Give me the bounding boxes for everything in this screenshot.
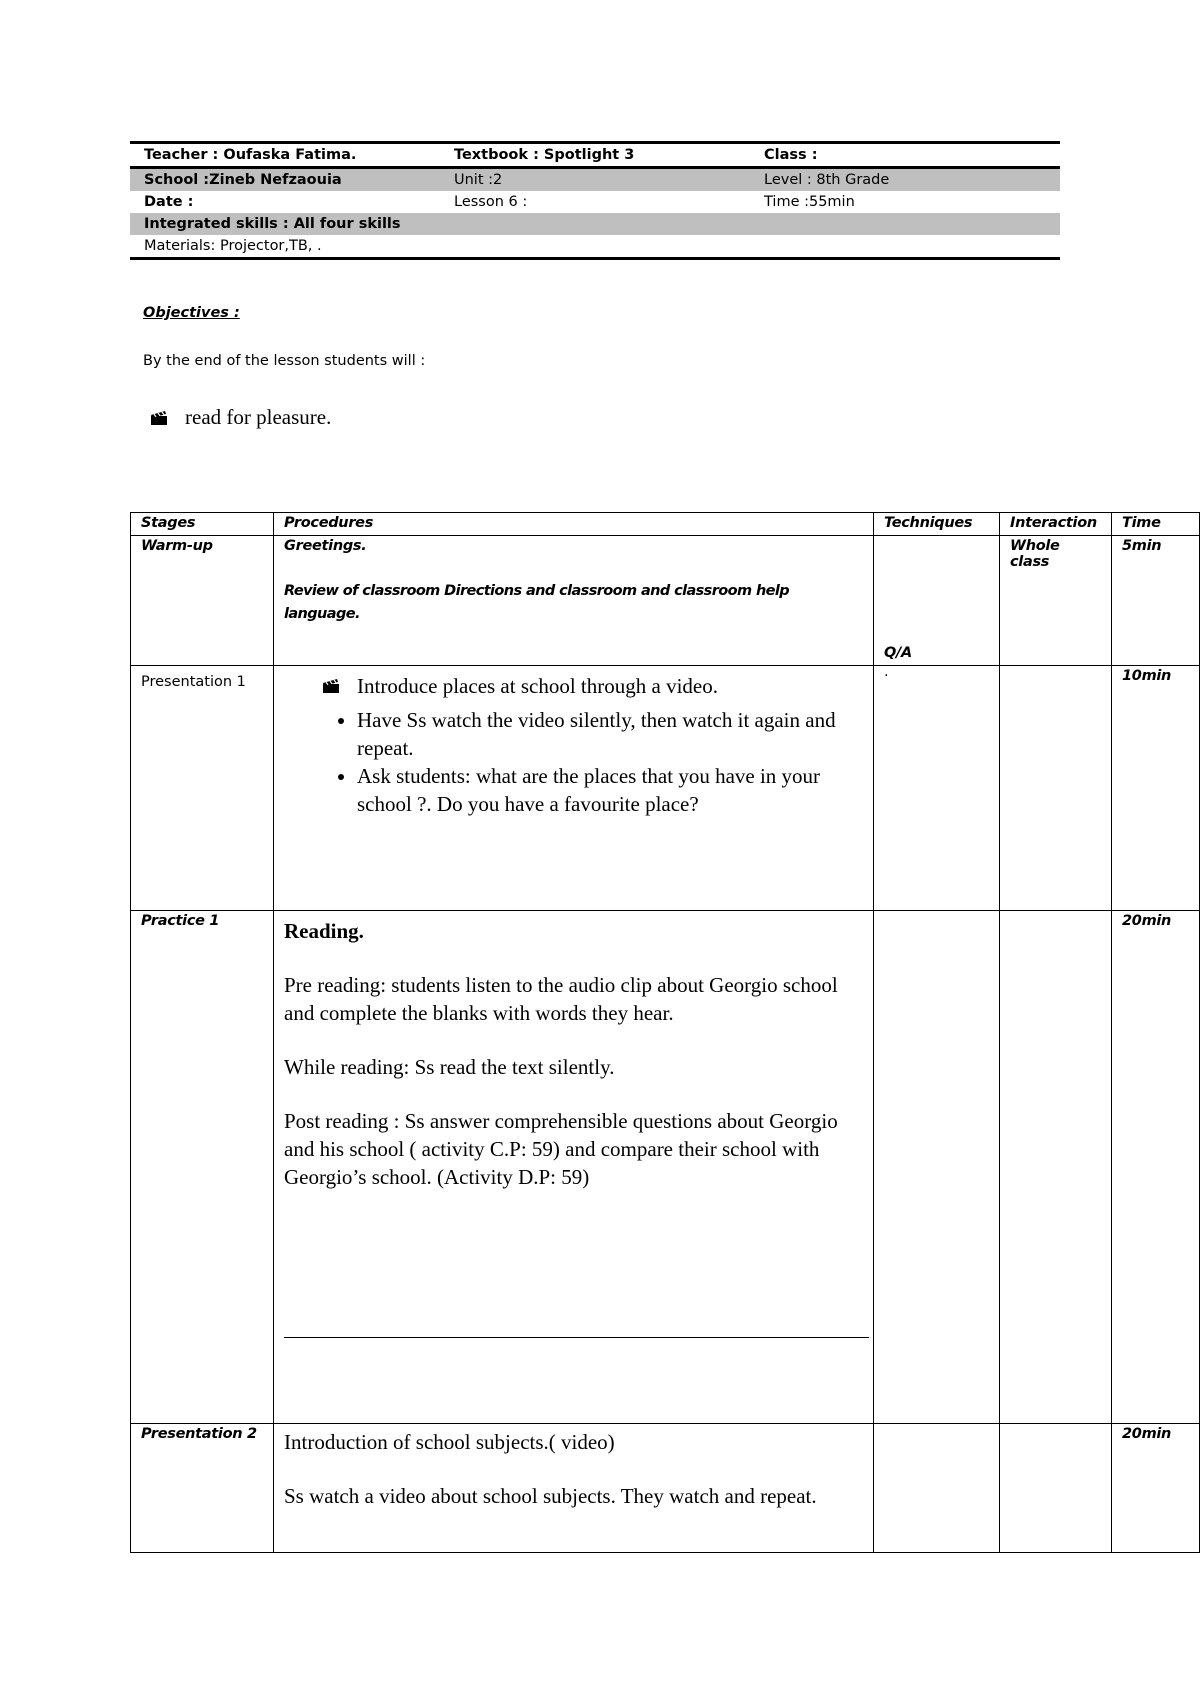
divider	[284, 1337, 869, 1338]
procedure-intro-text: Introduce places at school through a video.	[357, 674, 718, 698]
interaction-cell: Whole class	[1000, 536, 1112, 666]
info-row-school	[130, 169, 1060, 191]
school-field: School :Zineb Nefzaouia	[144, 172, 342, 188]
info-row-teacher	[130, 144, 1060, 169]
procedures-cell	[274, 1424, 874, 1553]
stage-cell: Warm-up	[131, 536, 274, 666]
time-cell: 20min	[1112, 1424, 1200, 1553]
skills-field: Integrated skills : All four skills	[144, 216, 401, 232]
procedure-review: Review of classroom Directions and classroom and classroom help language.	[284, 583, 790, 622]
interaction-cell	[1000, 911, 1112, 1424]
stage-cell: Practice 1	[131, 911, 274, 1424]
procedure-while-reading: While reading: Ss read the text silently.	[284, 1055, 615, 1079]
table-header-row	[131, 513, 1200, 536]
procedure-pre-reading: Pre reading: students listen to the audio clip about Georgio school and complete the blanks with words they hear.	[284, 973, 838, 1025]
header-procedures: Procedures	[274, 513, 874, 536]
time-field: Time :55min	[764, 194, 855, 210]
level-field: Level : 8th Grade	[764, 172, 890, 188]
textbook-field: Textbook : Spotlight 3	[454, 147, 635, 163]
time-cell: 5min	[1112, 536, 1200, 666]
technique-cell	[874, 1424, 1000, 1553]
technique-cell	[874, 911, 1000, 1424]
header-time: Time	[1112, 513, 1200, 536]
objectives-title: Objectives :	[143, 305, 240, 321]
info-row-date	[130, 191, 1060, 213]
list-item: • Have Ss watch the video silently, then watch it again and repeat.	[357, 706, 863, 762]
procedure-bullets	[284, 706, 863, 818]
list-item: • Ask students: what are the places that you have in your school ?. Do you have a favourite place?	[357, 762, 863, 818]
header-techniques: Techniques	[874, 513, 1000, 536]
header-interaction: Interaction	[1000, 513, 1112, 536]
procedure-watch-subjects: Ss watch a video about school subjects. They watch and repeat.	[284, 1484, 817, 1508]
objective-text: read for pleasure.	[185, 405, 332, 429]
procedure-intro	[284, 672, 863, 700]
header-stages: Stages	[131, 513, 274, 536]
technique-cell: Q/A	[874, 536, 1000, 666]
materials-field: Materials: Projector,TB, .	[144, 238, 322, 254]
lesson-field: Lesson 6 :	[454, 194, 528, 210]
interaction-cell	[1000, 666, 1112, 911]
table-row-presentation-2	[131, 1424, 1200, 1553]
table-row-presentation-1	[131, 666, 1200, 911]
technique-cell: ·	[874, 666, 1000, 911]
objectives-intro: By the end of the lesson students will :	[143, 353, 426, 369]
procedures-cell	[274, 911, 874, 1424]
interaction-cell	[1000, 1424, 1112, 1553]
date-field: Date :	[144, 194, 194, 210]
clapperboard-icon	[322, 678, 340, 694]
table-row-warmup	[131, 536, 1200, 666]
procedure-intro-subjects: Introduction of school subjects.( video)	[284, 1430, 615, 1454]
clapperboard-icon	[150, 410, 168, 426]
procedures-cell	[274, 536, 874, 666]
procedure-heading: Reading.	[284, 919, 364, 943]
class-field: Class :	[764, 147, 818, 163]
lesson-info-table	[130, 141, 1060, 260]
info-row-materials	[130, 235, 1060, 257]
info-row-skills	[130, 213, 1060, 235]
unit-field: Unit :2	[454, 172, 503, 188]
objective-item	[150, 405, 331, 430]
procedure-greetings: Greetings.	[284, 538, 367, 554]
stage-cell: Presentation 1	[131, 666, 274, 911]
procedure-post-reading: Post reading : Ss answer comprehensible questions about Georgio and his school ( activity C.P: 59) and compare their school with Georgio’s school. (Activity D.P: 59)	[284, 1109, 838, 1189]
time-cell: 20min	[1112, 911, 1200, 1424]
teacher-field: Teacher : Oufaska Fatima.	[144, 147, 357, 163]
table-row-practice-1	[131, 911, 1200, 1424]
time-cell: 10min	[1112, 666, 1200, 911]
lesson-plan-table	[130, 512, 1200, 1553]
procedures-cell	[274, 666, 874, 911]
stage-cell: Presentation 2	[131, 1424, 274, 1553]
